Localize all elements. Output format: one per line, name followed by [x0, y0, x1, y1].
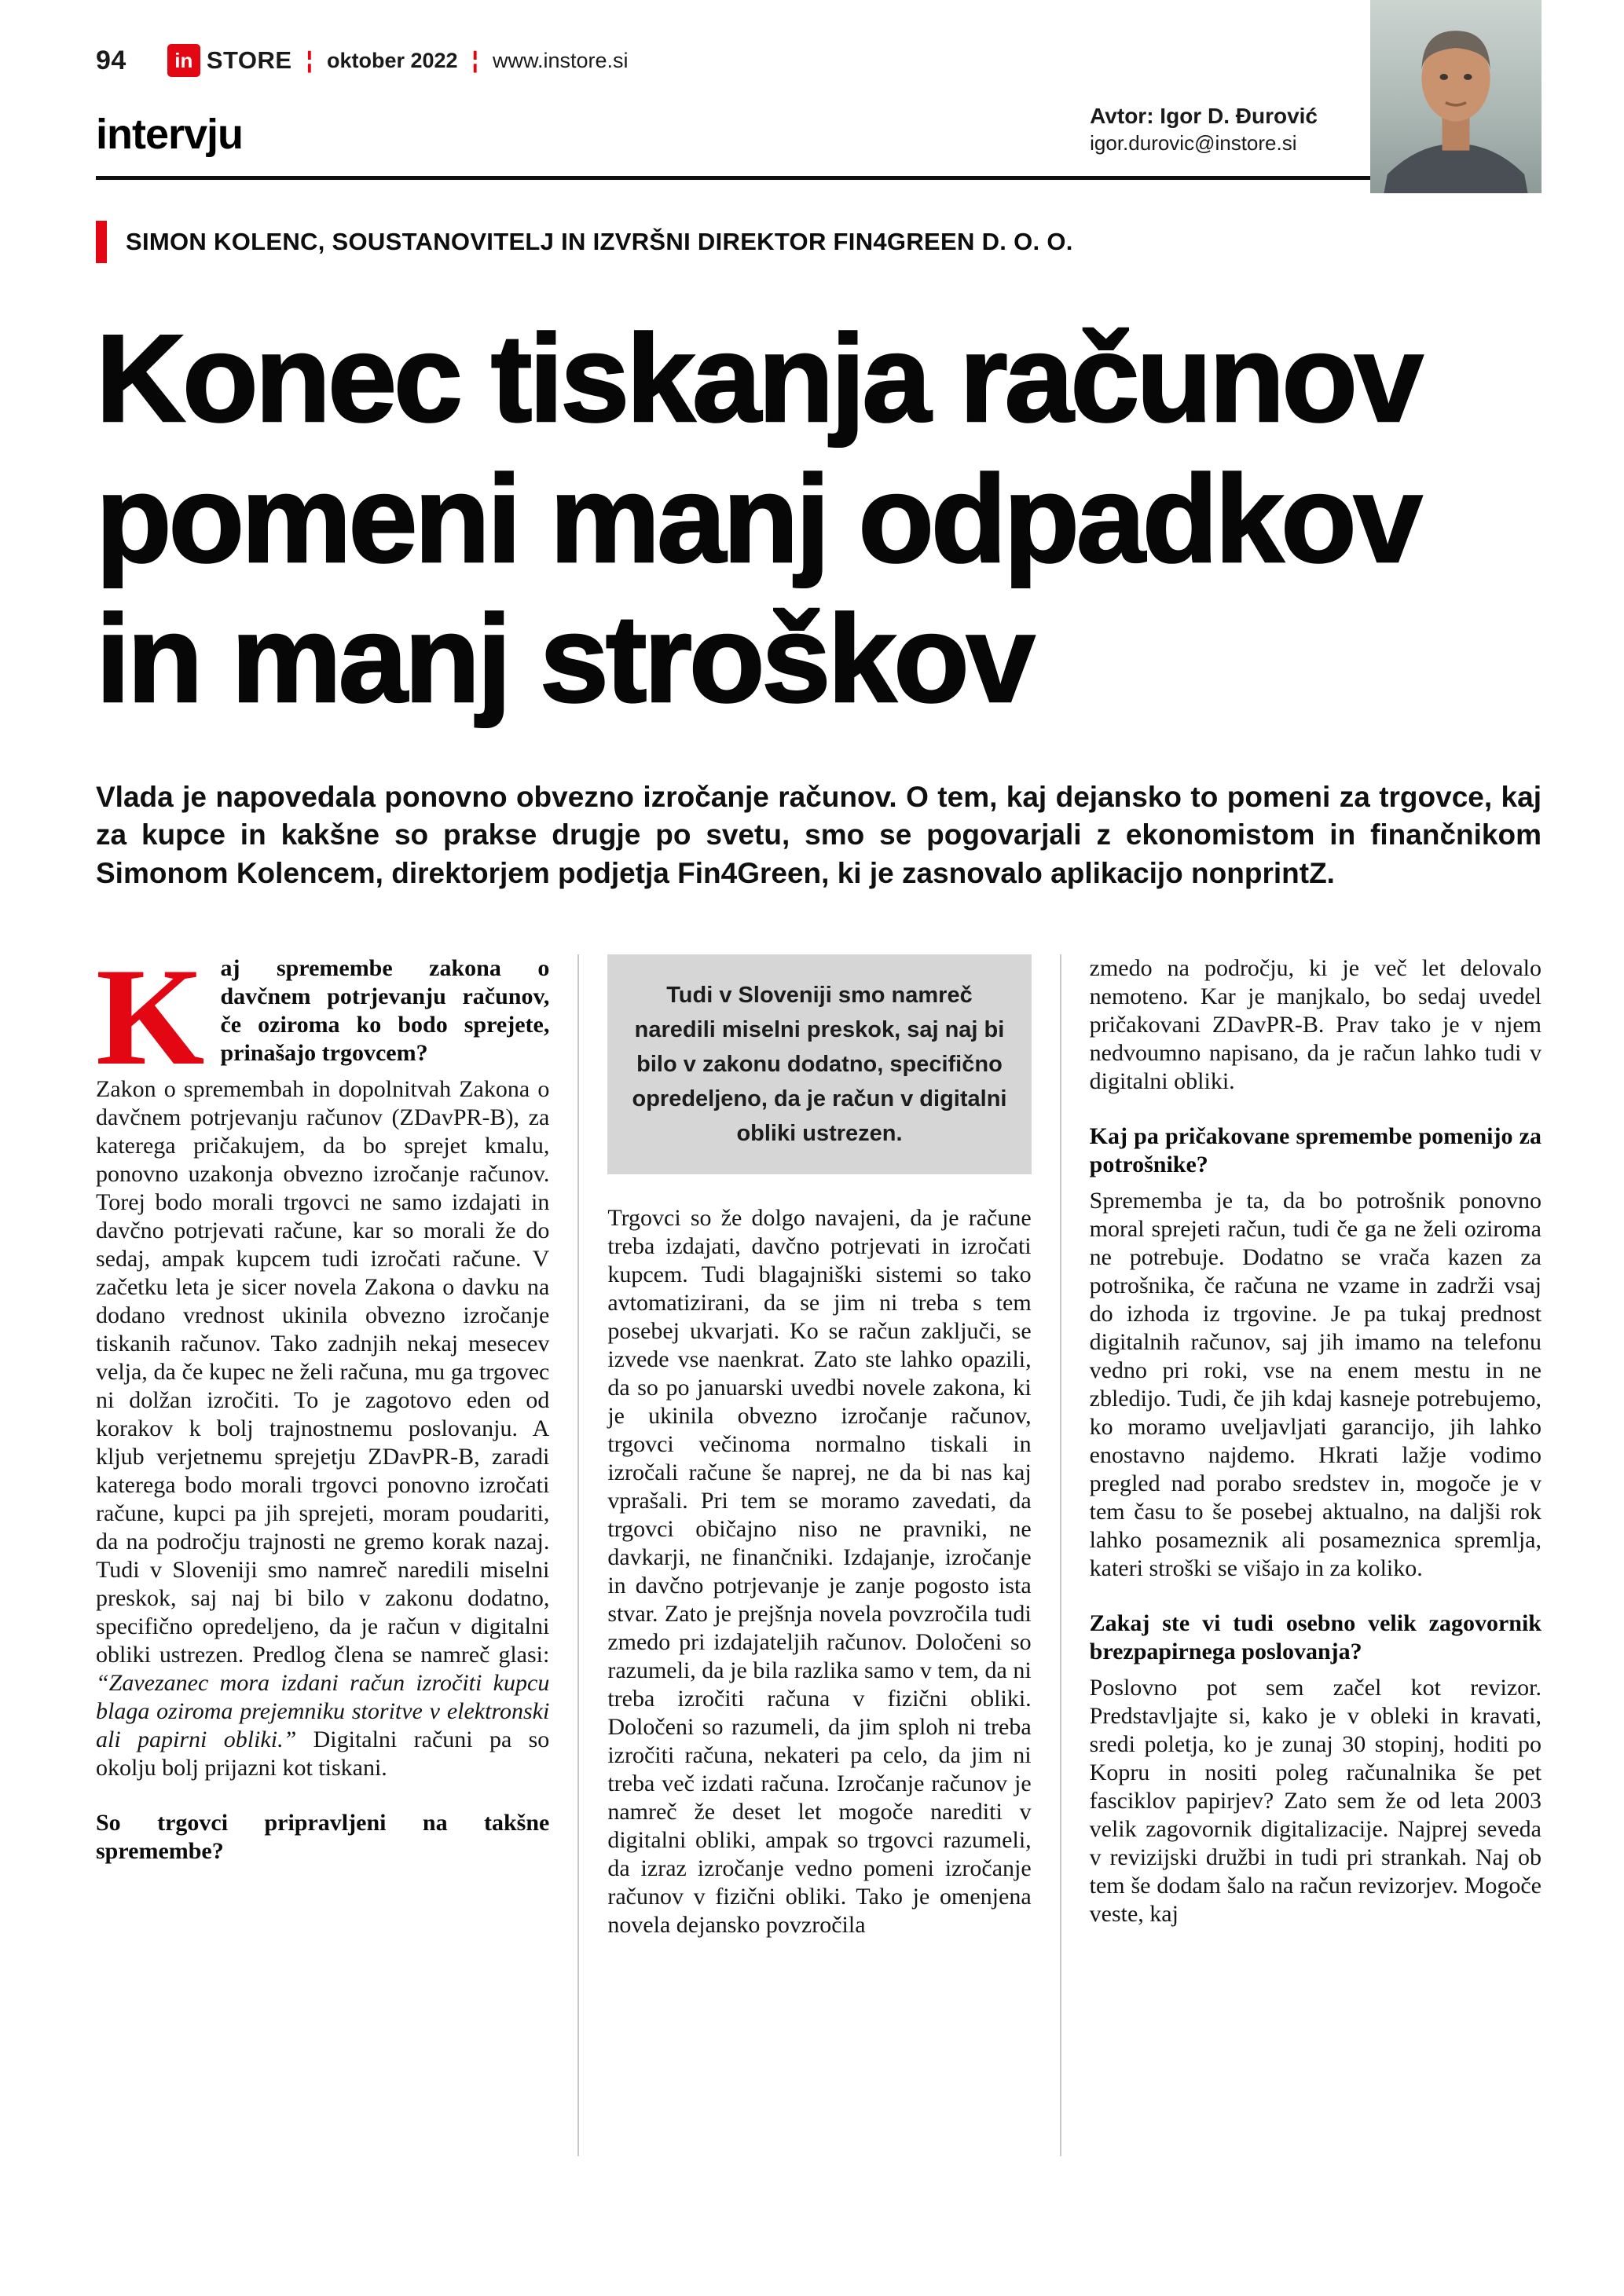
- body-paragraph: Trgovci so že dolgo navajeni, da je račune treba izdajati, davčno potrjevati in izročati kupcem. Tudi blagajniški sistemi so tako avtomatizirani, da se jim ni treba s tem posebej ukvarjati. Ko se račun zaključi, se izvede vse naenkrat. Zato ste lahko opazili, da so po januarski uvedbi novele zakona, ki je ukinila obvezno izročanje računov, trgovci večinoma normalno tiskali in izročali račune še naprej, ne da bi nas kaj vprašali. Pri tem se moramo zavedati, da trgovci običajno niso ne pravniki, ne davkarji, ne finančniki. Izdajanje, izročanje in davčno potrjevanje je zanje pogosto ista stvar. Zato je prejšnja novela povzročila tudi zmedo pri izdajateljih računov. Določeni so razumeli, da je bila razlika samo v tem, da ni treba izročiti računa v fizični obliki. Določeni so razumeli, da jim sploh ni treba izročiti računa, nekateri pa celo, da jim ni treba več izdati računa. Izročanje računov je namreč že deset let mogoče narediti v digitalni obliki, ampak so trgovci razumeli, da izraz izročanje vedno pomeni izročanje računov v fizični obliki. Tako je omenjena novela dejansko povzročila: [607, 1205, 1032, 1939]
- drop-cap: K: [96, 954, 205, 1095]
- author-portrait-illustration: [1370, 0, 1542, 193]
- author-block: [1090, 104, 1318, 159]
- body-paragraph: Sprememba je ta, da bo potrošnik ponovno moral sprejeti račun, tudi če ga ne želi oziroma ne potrebuje. Dodatno se vrača kazen za potrošnika, če računa ne vzame in zadrži vsaj do izhoda iz trgovine. Je pa tukaj prednost digitalnih računov, saj jih imamo na telefonu vedno pri roki, vse na enem mestu in ne zbledijo. Tudi, če jih kdaj kasneje potrebujemo, ko moramo uveljavljati garancijo, jih lahko enostavno najdemo. Hkrati lažje vodimo pregled nad porabo sredstev in, mogoče je v tem času to še posebej aktualno, na daljši rok lahko posameznik ali posameznica spremlja, kateri stroški se višajo in za koliko.: [1089, 1188, 1542, 1582]
- website-url: www.instore.si: [492, 48, 629, 72]
- body-paragraph: zmedo na področju, ki je več let delovalo nemoteno. Kar je manjkalo, bo sedaj uvedel pričakovani ZDavPR-B. Prav tako je v njem nedvoumno napisano, da je račun lahko tudi v digitalni obliki.: [1089, 955, 1542, 1095]
- paragraph-text: Digitalni računi pa so okolju bolj prijazni kot tiskani.: [96, 1727, 550, 1782]
- body-paragraph: [96, 1075, 549, 1782]
- headline-line: pomeni manj odpadkov: [96, 449, 1420, 588]
- page-number: 94: [96, 45, 126, 75]
- question-text: aj spremembe zakona o davčnem potrjevanju računov, če oziroma ko bodo sprejete, prinašajo trgovcem?: [220, 955, 550, 1067]
- author-email: igor.durovic@instore.si: [1090, 131, 1297, 155]
- interview-question: [96, 954, 550, 1095]
- instore-logo-text: STORE: [206, 46, 292, 74]
- instore-logo-mark-icon: in: [167, 44, 200, 77]
- instore-logo: [167, 44, 292, 77]
- separator-bar: ¦: [306, 47, 313, 73]
- issue-date: oktober 2022: [326, 48, 458, 72]
- column-1: [96, 954, 577, 2156]
- author-photo: [1370, 0, 1542, 193]
- kicker-accent-bar: [96, 221, 107, 263]
- headline: [96, 309, 1542, 730]
- paragraph-text: Zakon o spremembah in dopolnitvah Zakona o davčnem potrjevanju računov (ZDavPR-B), za katerega pričakujem, da bo sprejet kmalu, ponovno uzakonja obvezno izročanje računov. Torej bodo morali trgovci ne samo izdajati in davčno potrjevati račune, kar so morali že do sedaj, ampak kupcem tudi izročati račune. V začetku leta je sicer novela Zakona o davku na dodano vrednost ukinila obvezno izročanje tiskanih računov. Tako zadnjih nekaj mesecev velja, da če kupec ne želi računa, mu ga trgovec ni dolžan izročiti. To je zagotovo eden od korakov k bolj trajnostnemu poslovanju. A kljub verjetnemu sprejetju ZDavPR-B, zaradi katerega bodo morali trgovci ponovno izročati račune, kupci pa jih sprejeti, moram poudariti, da na področju trajnosti ne gremo korak nazaj. Tudi v Sloveniji smo namreč naredili miselni preskok, saj naj bi bilo v zakonu dodatno, specifično opredeljeno, da je račun v digitalni obliki ustrezen. Predlog člena se namreč glasi:: [96, 1076, 550, 1668]
- section-row: [96, 104, 1542, 159]
- author-name: Avtor: Igor D. Đurović: [1090, 104, 1318, 128]
- kicker-row: [96, 221, 1542, 263]
- pull-quote-box: Tudi v Sloveniji smo namreč naredili miselni preskok, saj naj bi bilo v zakonu dodatno, specifično opredeljeno, da je račun v digitalni obliki ustrezen.: [607, 954, 1031, 1174]
- column-2: [577, 954, 1059, 2156]
- section-title: intervju: [96, 111, 244, 158]
- interview-question: Kaj pa pričakovane spremembe pomenijo za potrošnike?: [1089, 1123, 1542, 1178]
- legal-quote: “Zavezanec mora izdani račun izročiti kupcu blaga oziroma prejemniku storitve v elektronski ali papirni obliki.”: [96, 1670, 550, 1753]
- interview-question: So trgovci pripravljeni na takšne spremembe?: [96, 1810, 550, 1865]
- kicker-text: SIMON KOLENC, SOUSTANOVITELJ IN IZVRŠNI DIREKTOR FIN4GREEN D. O. O.: [126, 228, 1073, 255]
- separator-bar: ¦: [471, 47, 478, 73]
- page-header-bar: [96, 44, 1542, 77]
- article-columns: [96, 954, 1542, 2156]
- headline-line: in manj stroškov: [96, 590, 1032, 729]
- body-paragraph: Poslovno pot sem začel kot revizor. Predstavljajte si, kako je v obleki in kravati, sredi poletja, ko je zunaj 30 stopinj, hoditi po Kopru in nositi poleg računalnika še pet fasciklov papirjev? Zato sem že od leta 2003 velik zagovornik digitalizacije. Najprej seveda v revizijski družbi in tudi pri strankah. Naj ob tem še dodam šalo na račun revizorjev. Mogoče veste, kaj: [1089, 1675, 1542, 1928]
- lead-paragraph: Vlada je napovedala ponovno obvezno izročanje računov. O tem, kaj dejansko to pomeni za trgovce, kaj za kupce in kakšne so prakse drugje po svetu, smo se pogovarjali z ekonomistom in finančnikom Simonom Kolencem, direktorjem podjetja Fin4Green, ki je zasnovalo aplikacijo nonprintZ.: [96, 780, 1542, 890]
- column-3: [1060, 954, 1542, 2156]
- header-rule: [96, 176, 1542, 180]
- headline-line: Konec tiskanja računov: [96, 309, 1421, 448]
- interview-question: Zakaj ste vi tudi osebno velik zagovornik brezpapirnega poslovanja?: [1089, 1610, 1542, 1665]
